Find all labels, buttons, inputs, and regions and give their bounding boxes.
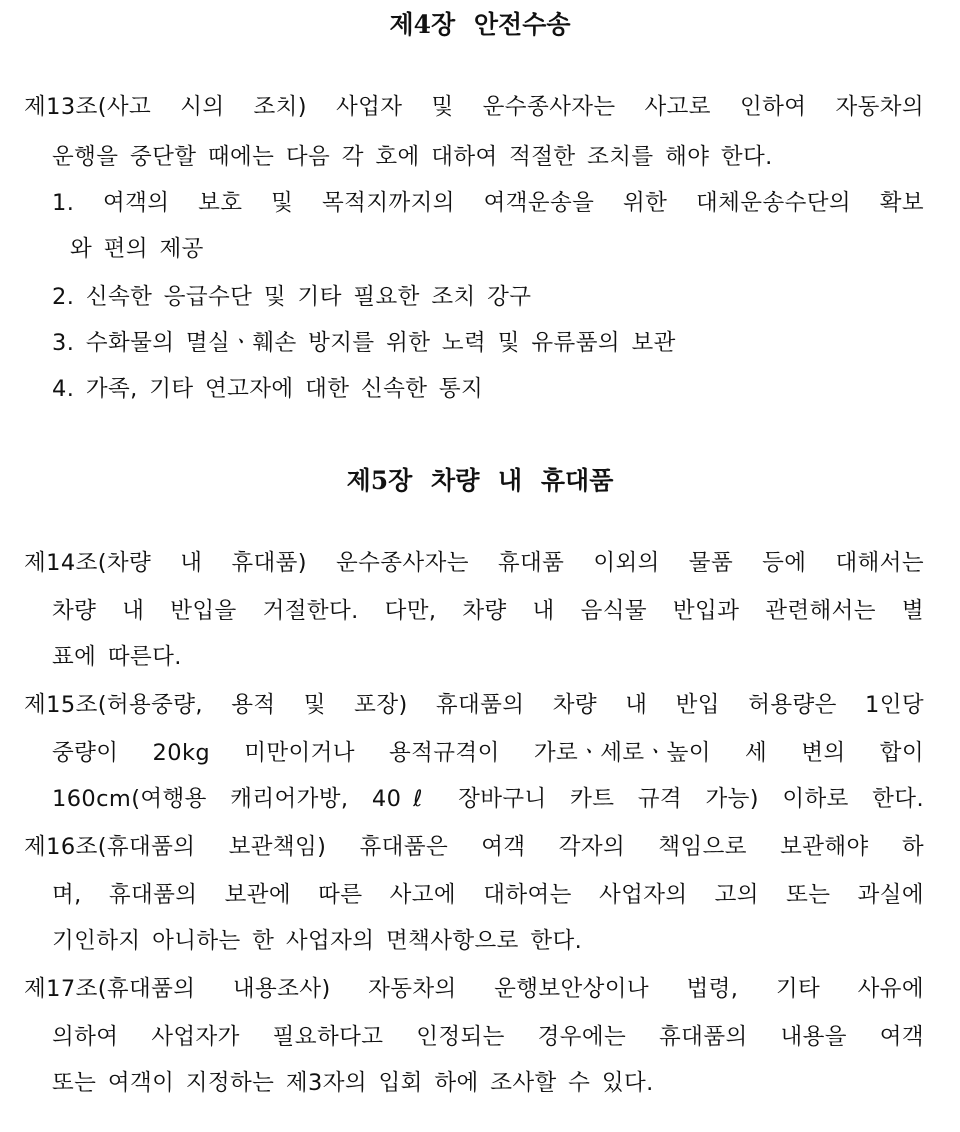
article-15-line-3: 160cm(여행용 캐리어가방, 40ℓ 장바구니 카트 규격 가능) 이하로 한다.: [52, 786, 924, 812]
chapter-5-title: 제5장 차량 내 휴대품: [346, 466, 614, 495]
article-17-line-1: 제17조(휴대품의 내용조사) 자동차의 운행보안상이나 법령, 기타 사유에: [24, 976, 924, 1002]
article-13-item-2: 2. 신속한 응급수단 및 기타 필요한 조치 강구: [52, 284, 532, 310]
article-16-line-3: 기인하지 아니하는 한 사업자의 면책사항으로 한다.: [52, 928, 583, 954]
article-17-line-2: 의하여 사업자가 필요하다고 인정되는 경우에는 휴대품의 내용을 여객: [52, 1024, 924, 1050]
article-16-line-2: 며, 휴대품의 보관에 따른 사고에 대하여는 사업자의 고의 또는 과실에: [52, 882, 924, 908]
article-13-item-1-cont: 와 편의 제공: [70, 236, 204, 262]
article-14-line-1: 제14조(차량 내 휴대품) 운수종사자는 휴대품 이외의 물품 등에 대해서는: [24, 550, 924, 576]
article-17-line-3: 또는 여객이 지정하는 제3자의 입회 하에 조사할 수 있다.: [52, 1070, 654, 1096]
article-16-line-1: 제16조(휴대품의 보관책임) 휴대품은 여객 각자의 책임으로 보관해야 하: [24, 834, 924, 860]
chapter-4-title: 제4장 안전수송: [389, 10, 571, 39]
article-13-line-2: 운행을 중단할 때에는 다음 각 호에 대하여 적절한 조치를 해야 한다.: [52, 144, 773, 170]
article-13-item-3: 3. 수화물의 멸실ㆍ훼손 방지를 위한 노력 및 유류품의 보관: [52, 330, 676, 356]
article-14-line-3: 표에 따른다.: [52, 644, 182, 670]
article-15-line-1: 제15조(허용중량, 용적 및 포장) 휴대품의 차량 내 반입 허용량은 1인당: [24, 692, 924, 718]
article-15-line-2: 중량이 20kg 미만이거나 용적규격이 가로ㆍ세로ㆍ높이 세 변의 합이: [52, 740, 924, 766]
article-13-line-1: 제13조(사고 시의 조치) 사업자 및 운수종사자는 사고로 인하여 자동차의: [24, 94, 924, 120]
article-13-item-1: 1. 여객의 보호 및 목적지까지의 여객운송을 위한 대체운송수단의 확보: [52, 190, 924, 216]
article-13-item-4: 4. 가족, 기타 연고자에 대한 신속한 통지: [52, 376, 484, 402]
article-14-line-2: 차량 내 반입을 거절한다. 다만, 차량 내 음식물 반입과 관련해서는 별: [52, 598, 924, 624]
